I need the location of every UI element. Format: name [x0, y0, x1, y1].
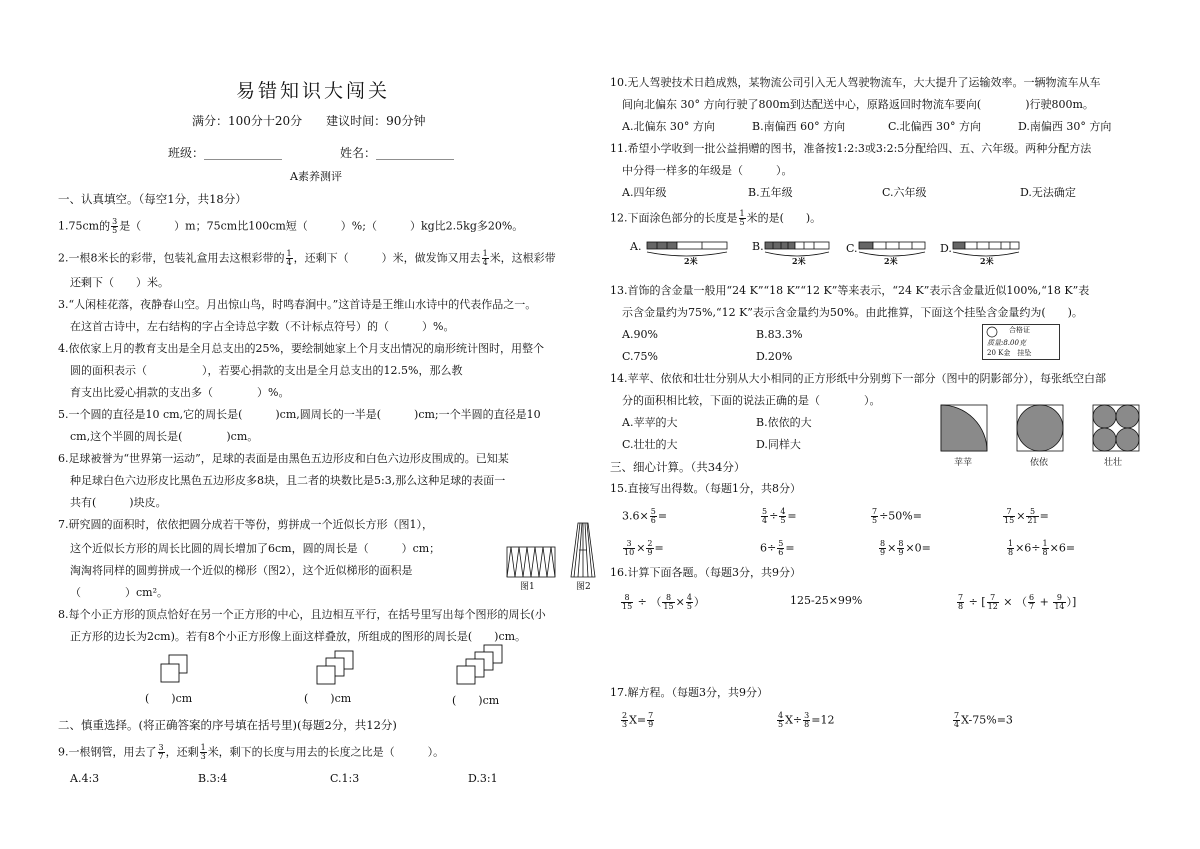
q14-option-b[interactable]: B.依依的大	[756, 416, 812, 429]
question-2-line2: 还剩下（ ）米。	[70, 276, 169, 289]
part3-heading: 三、细心计算。（共34分）	[610, 460, 746, 474]
score-line: 满分：100分十20分 建议时间：90分钟	[192, 114, 426, 128]
approx-trapezoid-figure	[570, 522, 596, 578]
q12-label-d: 2米	[980, 256, 994, 266]
q13-option-a[interactable]: A.90%	[622, 328, 658, 341]
question-16-heading: 16.计算下面各题。（每题3分，共9分）	[610, 566, 801, 579]
question-10-line2: 间向北偏东 30° 方向行驶了800m到达配送中心，原路返回时物流车要向( )行驶800m。	[622, 98, 1094, 111]
question-7-line1: 7.研究圆的面积时，依依把圆分成若干等份，剪拼成一个近似长方形（图1），	[58, 518, 433, 531]
question-6-line3: 共有( )块皮。	[70, 496, 167, 509]
stacked-squares-4	[456, 644, 506, 688]
seal-icon	[986, 326, 998, 338]
q9-option-b[interactable]: B.3:4	[198, 772, 228, 785]
calc-15-5: $\frac{3}{10}$ × $\frac{2}{9}$ =	[624, 539, 664, 557]
q12-option-d[interactable]: D.	[940, 242, 952, 255]
question-8-line2: 正方形的边长为2cm)。若有8个小正方形像上面这样叠放，所组成的图形的周长是( )cm。	[70, 630, 527, 643]
question-12: 12.下面涂色部分的长度是 $\frac{1}{5}$ 米的是( )。	[610, 209, 822, 227]
equation-17-1: $\frac{2}{3}$ X= $\frac{7}{9}$	[622, 711, 654, 729]
question-11-line1: 11.希望小学收到一批公益捐赠的图书，准备按1:2:3或3:2:5分配给四、五、六年级。两种分配方法	[610, 142, 1092, 155]
calc-15-2: $\frac{5}{4}$ ÷ $\frac{4}{5}$ =	[762, 507, 797, 525]
question-2: 2.一根8米长的彩带，包装礼盒用去这根彩带的 $\frac{1}{4}$ ，还剩下（ ）米，做发饰又用去 $\frac{1}{4}$ 米，这根彩带	[58, 249, 556, 267]
question-14-line1: 14.苹苹、依依和壮壮分别从大小相同的正方形纸中分别剪下一部分（图中的阴影部分），每张纸空白部	[610, 372, 1106, 385]
quarter-circle-figure	[940, 404, 988, 452]
certificate-title: 合格证	[1009, 326, 1030, 334]
q11-option-b[interactable]: B.五年级	[748, 186, 793, 199]
question-6-line1: 6.足球被誉为“世界第一运动”，足球的表面是由黑色五边形皮和白色六边形皮围成的。已知某	[58, 452, 509, 465]
calc-16-1: $\frac{8}{15}$ ÷ （ $\frac{8}{15}$ × $\frac{4}{5}$ ）	[622, 593, 705, 611]
q12-option-b[interactable]: B.	[752, 240, 764, 253]
figure-name-pingping: 苹苹	[954, 458, 973, 468]
question-10-line1: 10.无人驾驶技术日趋成熟，某物流公司引入无人驾驶物流车，大大提升了运输效率。一辆物流车从车	[610, 76, 1101, 89]
equation-17-3: $\frac{7}{4}$ X-75%=3	[954, 711, 1013, 729]
q12-option-c[interactable]: C.	[846, 242, 858, 255]
question-4-line2: 圆的面积表示（ ），若要心捐款的支出是全月总支出的12.5%，那么教	[70, 364, 463, 377]
q10-option-d[interactable]: D.南偏西 30° 方向	[1018, 120, 1112, 133]
calc-15-7: $\frac{8}{9}$ × $\frac{8}{9}$ ×0=	[880, 539, 931, 557]
question-3-line2: 在这首古诗中，左右结构的字占全诗总字数（不计标点符号）的（ ）%。	[70, 320, 455, 333]
answer-blank-3[interactable]: ( )cm	[452, 694, 500, 707]
question-5-line2: cm,这个半圆的周长是( )cm。	[70, 430, 259, 443]
question-5-line1: 5.一个圆的直径是10 cm,它的周长是( )cm,圆周长的一半是( )cm;一个半圆的直径是10	[58, 408, 541, 421]
q12-label-c: 2米	[884, 256, 898, 266]
page-title: 易错知识大闯关	[236, 80, 391, 102]
calc-15-8: $\frac{1}{8}$ ×6÷ $\frac{1}{8}$ ×6=	[1008, 539, 1076, 557]
question-9: 9.一根钢管，用去了 $\frac{3}{7}$ ，还剩 $\frac{1}{3}$ 米，剩下的长度与用去的长度之比是（ ）。	[58, 743, 445, 761]
calc-15-3: $\frac{7}{5}$ ÷50%=	[872, 507, 922, 525]
question-13-line1: 13.首饰的含金量一般用“24 K”“18 K”“12 K”等来表示，“24 K”表示含金量近似100%,“18 K”表	[610, 284, 1090, 297]
q10-option-a[interactable]: A.北偏东 30° 方向	[622, 120, 715, 133]
q9-option-d[interactable]: D.3:1	[468, 772, 498, 785]
figure-1-label: 图1	[520, 582, 535, 592]
calc-15-6: 6÷ $\frac{5}{6}$ =	[760, 539, 795, 557]
certificate-weight: 质量:8.00克	[987, 339, 1026, 347]
figure-name-yiyi: 依依	[1030, 458, 1049, 468]
answer-blank-1[interactable]: ( )cm	[145, 692, 193, 705]
calc-15-4: $\frac{7}{15}$ × $\frac{5}{21}$ =	[1004, 507, 1049, 525]
calc-16-2: 125-25×99%	[790, 594, 863, 607]
approx-rectangle-figure	[506, 546, 556, 578]
certificate-box	[982, 324, 1060, 360]
full-circle-figure	[1016, 404, 1064, 452]
q10-option-c[interactable]: C.北偏西 30° 方向	[888, 120, 982, 133]
part2-heading: 二、慎重选择。(将正确答案的序号填在括号里)(每题2分，共12分)	[58, 718, 397, 732]
certificate-type: 20 K金 挂坠	[987, 349, 1032, 357]
question-3-line1: 3.“人闲桂花落，夜静春山空。月出惊山鸟，时鸣春涧中。”这首诗是王维山水诗中的代表作品之一。	[58, 298, 537, 311]
calc-16-3: $\frac{7}{8}$ ÷ [ $\frac{7}{12}$ × （ $\frac{6}{7}$ + $\frac{9}{14}$ ）]	[958, 593, 1077, 611]
question-14-line2: 分的面积相比较，下面的说法正确的是（ ）。	[622, 394, 881, 407]
q13-option-d[interactable]: D.20%	[756, 350, 793, 363]
equation-17-2: $\frac{4}{5}$ X÷ $\frac{3}{8}$ =12	[778, 711, 835, 729]
q14-option-a[interactable]: A.苹苹的大	[622, 416, 678, 429]
q12-label-b: 2米	[792, 256, 806, 266]
q9-option-a[interactable]: A.4:3	[70, 772, 100, 785]
question-7-line4: （ ）cm²。	[70, 586, 169, 599]
q14-option-d[interactable]: D.同样大	[756, 438, 801, 451]
part1-heading: 一、认真填空。（每空1分，共18分）	[58, 192, 247, 206]
q10-option-b[interactable]: B.南偏西 60° 方向	[752, 120, 846, 133]
stacked-squares-3	[316, 650, 356, 686]
q12-label-a: 2米	[684, 256, 698, 266]
question-15-heading: 15.直接写出得数。（每题1分，共8分）	[610, 482, 801, 495]
q11-option-d[interactable]: D.无法确定	[1020, 186, 1076, 199]
q13-option-c[interactable]: C.75%	[622, 350, 658, 363]
question-4-line3: 育支出比爱心捐款的支出多（ ）%。	[70, 386, 290, 399]
class-field[interactable]: 班级：_____________	[168, 146, 283, 160]
fraction: $\frac{3}{5}$	[112, 217, 118, 235]
question-8-line1: 8.每个小正方形的顶点恰好在另一个正方形的中心，且边相互平行，在括号里写出每个图形的周长(小	[58, 608, 546, 621]
figure-name-zhuangzhuang: 壮壮	[1104, 458, 1123, 468]
four-circles-figure	[1092, 404, 1140, 452]
question-4-line1: 4.依依家上月的教育支出是全月总支出的25%，要绘制她家上个月支出情况的扇形统计图时，用整个	[58, 342, 544, 355]
stacked-squares-2	[160, 654, 190, 684]
question-7-line3: 淘淘将同样的圆剪拼成一个近似的梯形（图2），这个近似梯形的面积是	[70, 564, 413, 577]
section-a-title: A素养测评	[290, 170, 342, 183]
name-field[interactable]: 姓名：_____________	[340, 146, 455, 160]
question-6-line2: 种足球白色六边形皮比黑色五边形皮多8块，且二者的块数比是5:3,那么这种足球的表面一	[70, 474, 506, 487]
question-7-line2: 这个近似长方形的周长比圆的周长增加了6cm，圆的周长是（ ）cm；	[70, 542, 441, 555]
figure-2-label: 图2	[576, 582, 591, 592]
question-1: 1.75cm的 $\frac{3}{5}$ 是（ ）m；75cm比100cm短（ ）%;（ ）kg比2.5kg多20%。	[58, 217, 524, 235]
question-13-line2: 示含金量约为75%,“12 K”表示含金量约为50%。由此推算，下面这个挂坠含金量约为( )。	[622, 306, 1083, 319]
question-17-heading: 17.解方程。（每题3分，共9分）	[610, 686, 768, 699]
question-11-line2: 中分得一样多的年级是（ ）。	[622, 164, 793, 177]
q9-option-c[interactable]: C.1:3	[330, 772, 360, 785]
answer-blank-2[interactable]: ( )cm	[304, 692, 352, 705]
calc-15-1: 3.6× $\frac{5}{6}$ =	[622, 507, 668, 525]
q14-option-c[interactable]: C.壮壮的大	[622, 438, 678, 451]
q12-option-a[interactable]: A.	[630, 240, 642, 253]
q13-option-b[interactable]: B.83.3%	[756, 328, 803, 341]
q11-option-a[interactable]: A.四年级	[622, 186, 667, 199]
q11-option-c[interactable]: C.六年级	[882, 186, 927, 199]
